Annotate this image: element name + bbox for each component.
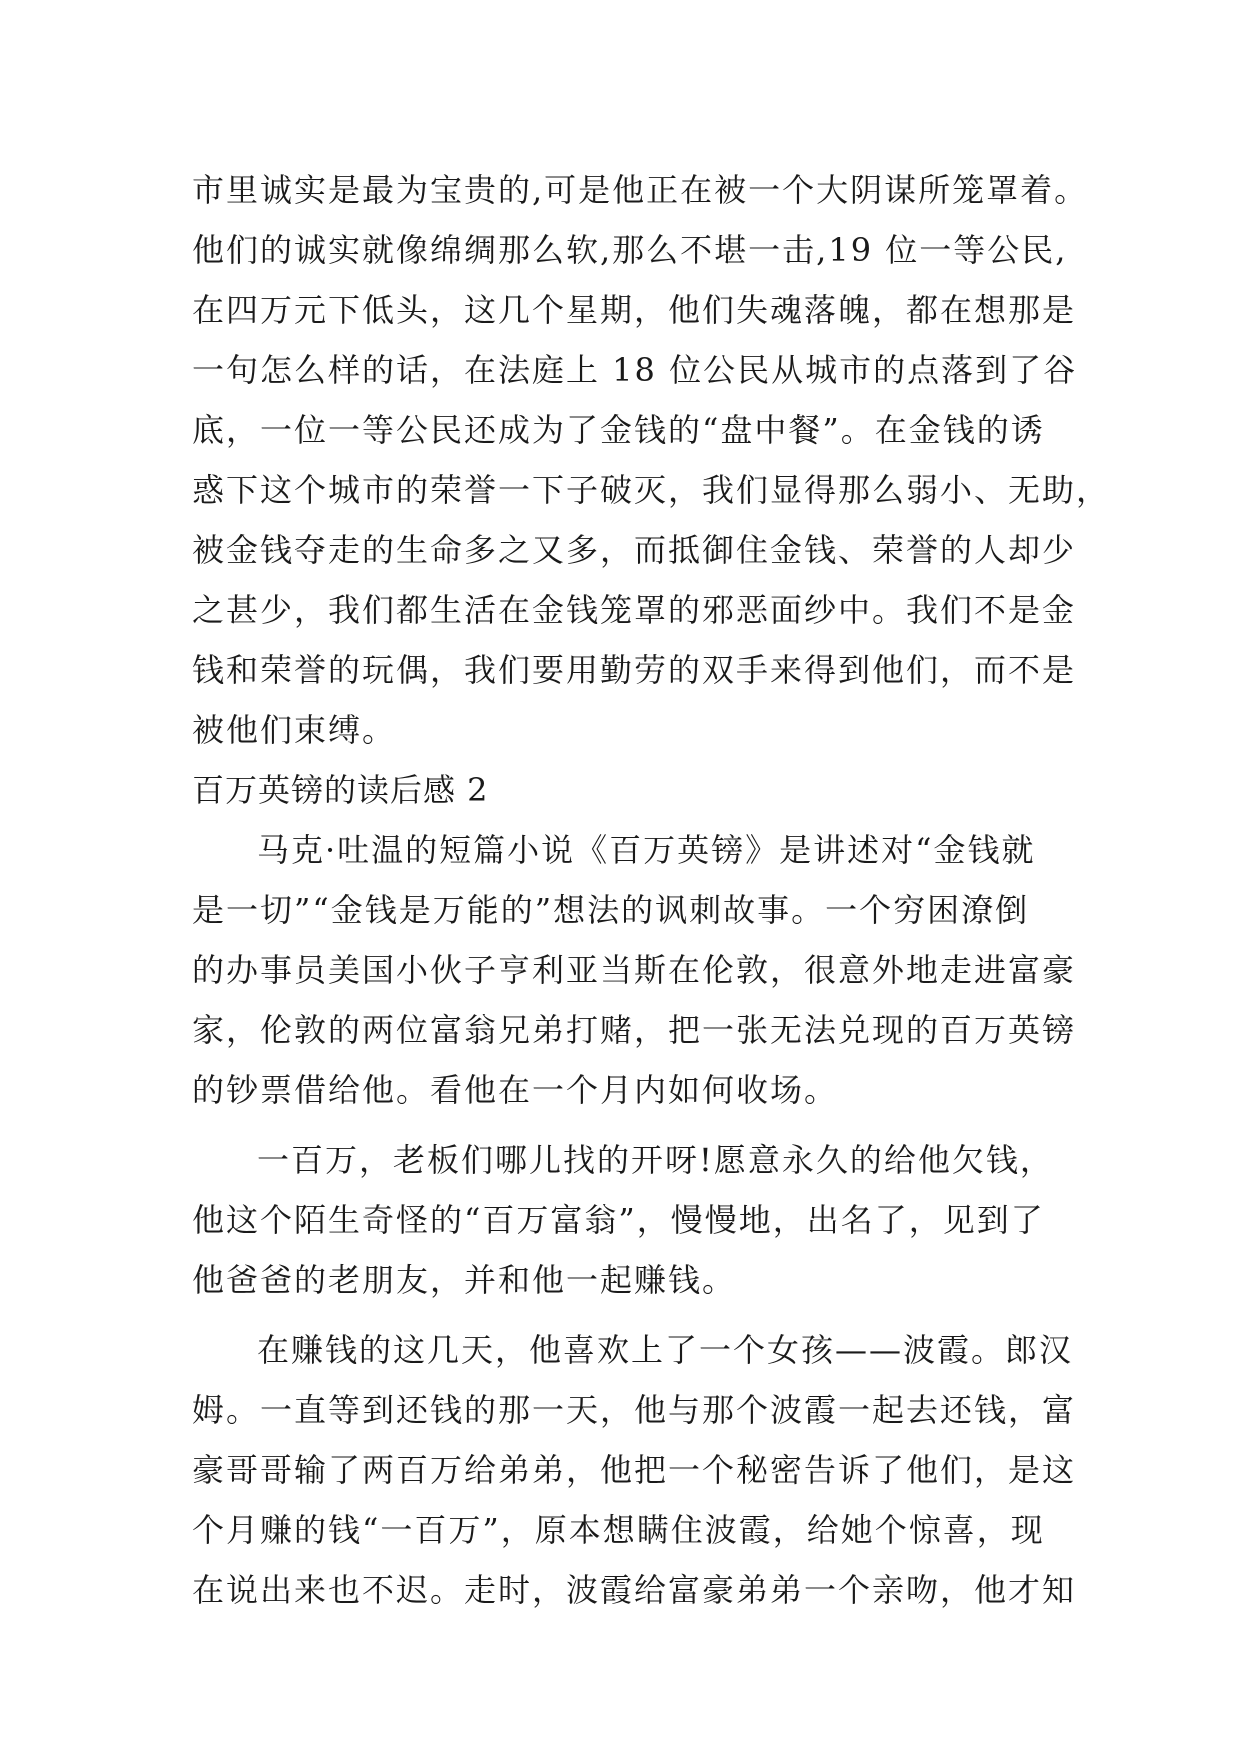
paragraph-line: 他这个陌生奇怪的“百万富翁”，慢慢地，出名了，见到了 xyxy=(192,1201,1045,1239)
text-line: 惑下这个城市的荣誉一下子破灭，我们显得那么弱小、无助， xyxy=(192,471,1111,509)
paragraph-line: 在赚钱的这几天，他喜欢上了一个女孩——波霞。郎汉 xyxy=(257,1331,1074,1369)
paragraph-line: 的钞票借给他。看他在一个月内如何收场。 xyxy=(192,1071,839,1109)
paragraph-line: 是一切”“金钱是万能的”想法的讽刺故事。一个穷困潦倒 xyxy=(192,891,1030,929)
paragraph-line: 豪哥哥输了两百万给弟弟，他把一个秘密告诉了他们，是这 xyxy=(192,1451,1077,1489)
text-line: 一句怎么样的话，在法庭上 18 位公民从城市的点落到了谷 xyxy=(192,351,1078,389)
paragraph-line: 他爸爸的老朋友，并和他一起赚钱。 xyxy=(192,1261,737,1299)
text-line: 被金钱夺走的生命多之又多，而抵御住金钱、荣誉的人却少 xyxy=(192,531,1077,569)
paragraph-line: 的办事员美国小伙子亨利亚当斯在伦敦，很意外地走进富豪 xyxy=(192,951,1077,989)
text-line: 被他们束缚。 xyxy=(192,711,397,749)
text-line: 市里诚实是最为宝贵的,可是他正在被一个大阴谋所笼罩着。 xyxy=(192,171,1089,209)
paragraph-line: 一百万，老板们哪儿找的开呀!愿意永久的给他欠钱， xyxy=(257,1141,1054,1179)
paragraph-line: 在说出来也不迟。走时，波霞给富豪弟弟一个亲吻，他才知 xyxy=(192,1571,1077,1609)
text-line: 他们的诚实就像绵绸那么软,那么不堪一击,19 位一等公民, xyxy=(192,231,1068,269)
text-line: 在四万元下低头，这几个星期，他们失魂落魄，都在想那是 xyxy=(192,291,1077,329)
text-line: 之甚少，我们都生活在金钱笼罩的邪恶面纱中。我们不是金 xyxy=(192,591,1077,629)
section-heading: 百万英镑的读后感 2 xyxy=(192,771,489,809)
paragraph-line: 家，伦敦的两位富翁兄弟打赌，把一张无法兑现的百万英镑 xyxy=(192,1011,1077,1049)
text-line: 底，一位一等公民还成为了金钱的“盘中餐”。在金钱的诱 xyxy=(192,411,1045,449)
paragraph-line: 个月赚的钱“一百万”，原本想瞒住波霞，给她个惊喜，现 xyxy=(192,1511,1045,1549)
paragraph-line: 马克·吐温的短篇小说《百万英镑》是讲述对“金钱就 xyxy=(257,831,1036,869)
text-line: 钱和荣誉的玩偶，我们要用勤劳的双手来得到他们，而不是 xyxy=(192,651,1077,689)
paragraph-line: 姆。一直等到还钱的那一天，他与那个波霞一起去还钱，富 xyxy=(192,1391,1077,1429)
